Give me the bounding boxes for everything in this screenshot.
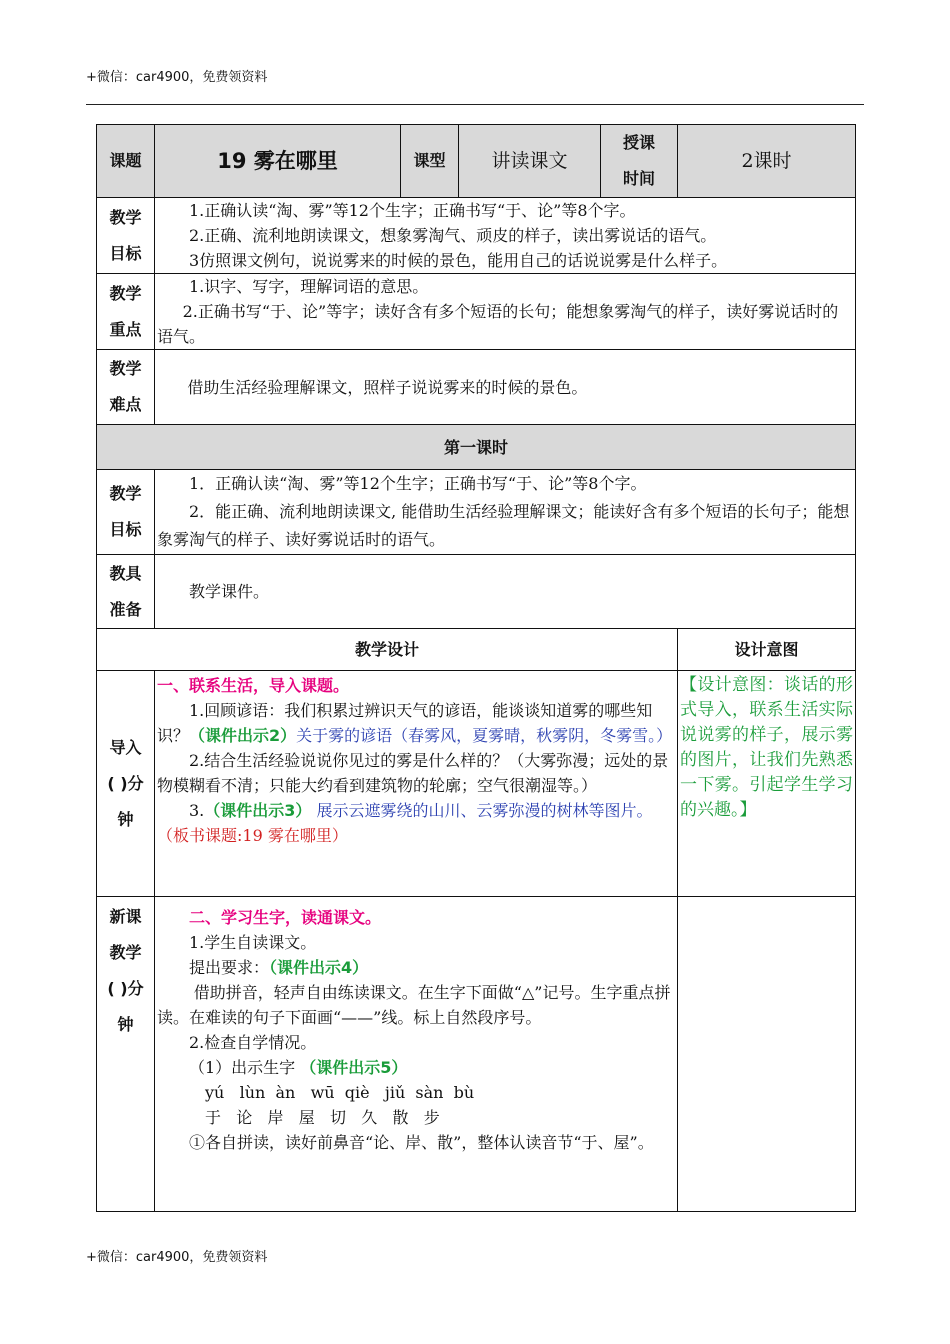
first-lesson-row (97, 425, 856, 470)
difficulty-row (97, 350, 856, 425)
new-lesson-p1: 1.学生自读课文。 (189, 933, 317, 952)
new-lesson-heading: 二、学习生字，读通课文。 (189, 908, 382, 927)
lesson-goals-label-line2: 目标 (109, 520, 142, 539)
goal-line: 3仿照课文例句，说说雾来的时候的景色，能用自己的话说说雾是什么样子。 (189, 251, 728, 270)
new-lesson-content (155, 897, 678, 1212)
key-points-label-line1: 教学 (109, 283, 142, 303)
header-rule (86, 104, 864, 105)
key-points-label (97, 274, 155, 350)
new-lesson-p3: 借助拼音，轻声自由练读课文。在生字下面做“△”记号。生字重点拼读。在难读的句子下面画“——”线。标上自然段序号。 (157, 983, 671, 1027)
difficulty-line: 借助生活经验理解课文，照样子说说雾来的时候的景色。 (187, 377, 588, 397)
lesson-goal-line: 1．正确认读“淘、雾”等12个生字；正确书写“于、论”等8个字。 (189, 474, 647, 493)
goal-line: 1.正确认读“淘、雾”等12个生字；正确书写“于、论”等8个字。 (189, 201, 636, 220)
header-row (97, 125, 856, 198)
lesson-label: 课题 (97, 125, 155, 198)
prep-line: 教学课件。 (189, 582, 270, 601)
key-point-line: 1.识字、写字，理解词语的意思。 (189, 277, 429, 296)
goals-row (97, 198, 856, 274)
courseware-ref-4: （课件出示4） (269, 958, 369, 977)
intro-p1-text: 1.回顾谚语：我们积累过辨识天气的谚语，能谈谈知道雾的哪些知识？ (157, 701, 653, 745)
new-lesson-p2 (157, 955, 675, 980)
design-header-row (97, 629, 856, 671)
intent-header: 设计意图 (678, 629, 856, 671)
hanzi-row: 于 论 岸 屋 切 久 散 步 (205, 1108, 440, 1127)
intro-label-line1: 导入 (109, 737, 142, 757)
new-lesson-label (97, 897, 155, 1212)
prep-label-line2: 准备 (109, 599, 142, 619)
new-lesson-label-line1: 新课 (109, 907, 142, 926)
lesson-goals-label (97, 470, 155, 555)
time-value: 2课时 (678, 125, 856, 198)
courseware-ref-5: （课件出示5） (300, 1058, 408, 1077)
first-lesson-title: 第一课时 (97, 425, 856, 470)
time-label (601, 125, 678, 198)
watermark-bottom: +微信：car4900，免费领资料 (86, 1250, 268, 1265)
intro-p3-num: 3. (189, 801, 205, 820)
time-label-line2: 时间 (622, 169, 655, 188)
requirement-text: 提出要求： (189, 958, 270, 977)
goals-text (155, 198, 856, 274)
prep-label (97, 555, 155, 629)
prep-text (155, 555, 856, 629)
intro-label-line3: 钟 (117, 809, 134, 829)
lesson-goal-line: 2．能正确、流利地朗读课文, 能借助生活经验理解课文；能读好含有多个短语的长句子；能想象雾淘气的样子、读好雾说话时的语气。 (157, 502, 850, 549)
intro-label-line2: ( )分 (107, 773, 144, 793)
courseware-ref-2: （课件出示2） (189, 726, 297, 745)
intro-intent-text: 【设计意图：谈话的形式导入，联系生活实际说说雾的样子，展示雾的图片，让我们先熟悉一下雾。引起学生学习的兴趣。】 (680, 675, 853, 820)
new-lesson-row (97, 897, 856, 1212)
intro-content (155, 671, 678, 897)
new-lesson-intent (678, 897, 856, 1212)
difficulty-text (155, 350, 856, 425)
difficulty-label-line2: 难点 (109, 395, 142, 414)
prep-label-line1: 教具 (109, 563, 142, 583)
lesson-goals-label-line1: 教学 (109, 484, 142, 503)
lesson-goals-text (155, 470, 856, 555)
intro-paragraph-1 (157, 698, 675, 748)
new-lesson-label-line2: 教学 (109, 943, 142, 962)
intro-paragraph-3 (157, 798, 675, 848)
new-lesson-p6: ①各自拼读，读好前鼻音“论、岸、散”，整体认读音节“于、屋”。 (189, 1133, 654, 1152)
goal-line: 2.正确、流利地朗读课文，想象雾淘气、顽皮的样子，读出雾说话的语气。 (189, 226, 717, 245)
type-value: 讲读课文 (459, 125, 601, 198)
goals-label-line1: 教学 (109, 207, 142, 227)
courseware-ref-3: （课件出示3） (204, 801, 312, 820)
intro-row (97, 671, 856, 897)
lesson-goals-row (97, 470, 856, 555)
intro-intent (678, 671, 856, 897)
lesson-title: 19 雾在哪里 (155, 125, 401, 198)
difficulty-label (97, 350, 155, 425)
intro-label (97, 671, 155, 897)
proverb-text: 关于雾的谚语（春雾风，夏雾晴，秋雾阴，冬雾雪。） (296, 726, 673, 745)
watermark-top: +微信：car4900，免费领资料 (86, 70, 268, 85)
new-lesson-p4: 2.检查自学情况。 (189, 1033, 317, 1052)
key-point-line: 2.正确书写“于、论”等字；读好含有多个短语的长句；能想象雾淘气的样子，读好雾说话时的语气。 (157, 302, 839, 346)
key-points-row (97, 274, 856, 350)
goals-label-line2: 目标 (109, 243, 142, 263)
intro-heading: 一、联系生活，导入课题。 (157, 676, 350, 695)
new-lesson-label-line4: 钟 (117, 1015, 134, 1034)
image-display-text: 展示云遮雾绕的山川、云雾弥漫的树林等图片。 (311, 801, 653, 820)
new-lesson-p5 (157, 1055, 675, 1080)
goals-label (97, 198, 155, 274)
prep-row (97, 555, 856, 629)
pinyin-row: yú lùn àn wū qiè jiǔ sàn bù (205, 1083, 475, 1102)
show-chars-text: （1）出示生字 (189, 1058, 301, 1077)
difficulty-label-line1: 教学 (109, 359, 142, 378)
key-points-text (155, 274, 856, 350)
type-label: 课型 (401, 125, 459, 198)
design-header: 教学设计 (97, 629, 678, 671)
new-lesson-label-line3: ( )分 (107, 979, 144, 998)
intro-paragraph-2: 2.结合生活经验说说你见过的雾是什么样的？（大雾弥漫；远处的景物模糊看不清；只能大约看到建筑物的轮廓；空气很潮湿等。） (157, 751, 669, 795)
board-title-text: （板书课题:19 雾在哪里） (157, 826, 348, 845)
key-points-label-line2: 重点 (109, 319, 142, 339)
lesson-plan-table (96, 124, 856, 1212)
time-label-line1: 授课 (622, 133, 655, 152)
